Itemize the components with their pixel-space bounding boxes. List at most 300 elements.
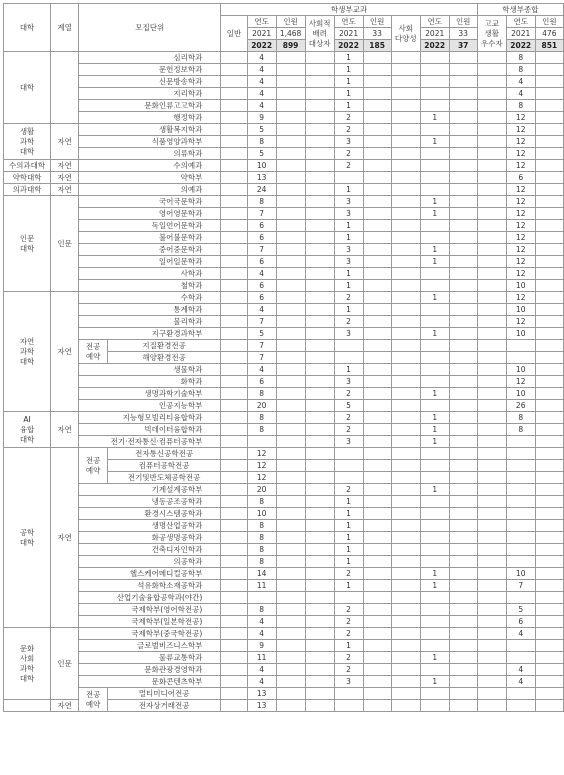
dayang-pad [449,256,477,268]
dayang-pad [449,196,477,208]
baeryeo-pad [363,376,391,388]
goryo-count: 4 [506,664,535,676]
series-cell: 자연 [51,448,79,628]
goryo-blank [477,700,506,712]
ilban-blank [221,76,247,88]
dayang-blank [391,412,420,424]
ilban-blank [221,580,247,592]
baeryeo-count: 1 [334,532,363,544]
dayang-blank [391,592,420,604]
baeryeo-pad [363,76,391,88]
goryo-blank [477,484,506,496]
goryo-count: 4 [506,76,535,88]
goryo-blank [477,220,506,232]
unit-name: 글로벌비즈니스학부 [79,640,221,652]
baeryeo-count [334,172,363,184]
ilban-count: 9 [247,112,276,124]
ilban-pad [276,640,305,652]
ilban-blank [221,496,247,508]
ilban-blank [221,532,247,544]
goryo-blank [477,448,506,460]
ilban-count: 9 [247,640,276,652]
dayang-blank [391,52,420,64]
baeryeo-count [334,688,363,700]
goryo-count: 12 [506,244,535,256]
ilban-count: 6 [247,220,276,232]
ilban-pad [276,232,305,244]
ilban-pad [276,424,305,436]
baeryeo-pad [363,256,391,268]
goryo-blank [477,160,506,172]
baeryeo-count [334,340,363,352]
ilban-pad [276,436,305,448]
baeryeo-blank [305,124,334,136]
baeryeo-count: 1 [334,268,363,280]
baeryeo-pad [363,640,391,652]
ilban-blank [221,424,247,436]
ilban-pad [276,508,305,520]
baeryeo-pad [363,388,391,400]
goryo-count: 10 [506,388,535,400]
goryo-pad [535,100,563,112]
table-row [4,160,564,172]
ilban-blank [221,124,247,136]
dayang-pad [449,412,477,424]
goryo-blank [477,280,506,292]
dayang-blank [391,604,420,616]
dayang-blank [391,184,420,196]
ilban-pad [276,244,305,256]
dayang-pad [449,652,477,664]
dayang-blank [391,340,420,352]
baeryeo-pad [363,88,391,100]
ilban-blank [221,700,247,712]
baeryeo-blank [305,508,334,520]
ilban-pad [276,220,305,232]
unit-name: 생물학과 [79,364,221,376]
dayang-count: 1 [420,652,449,664]
goryo-pad [535,412,563,424]
baeryeo-pad [363,436,391,448]
ilban-blank [221,520,247,532]
goryo-count: 12 [506,256,535,268]
baeryeo-blank [305,412,334,424]
dayang-pad [449,448,477,460]
goryo-blank [477,208,506,220]
dayang-pad [449,664,477,676]
dayang-count [420,220,449,232]
univ-cell: 대학 [4,52,51,124]
unit-name: 인공지능학부 [79,400,221,412]
unit-name: 통계학과 [79,304,221,316]
dayang-blank [391,100,420,112]
dayang-count [420,316,449,328]
baeryeo-blank [305,88,334,100]
goryo-count [506,520,535,532]
baeryeo-pad [363,520,391,532]
baeryeo-count [334,700,363,712]
ilban-count: 4 [247,52,276,64]
baeryeo-pad [363,268,391,280]
univ-cell: 인문 대학 [4,196,51,292]
ilban-count: 6 [247,232,276,244]
univ-cell: AI 융합 대학 [4,412,51,448]
table-row [4,328,564,340]
goryo-pad [535,268,563,280]
dayang-blank [391,304,420,316]
ilban-count: 4 [247,364,276,376]
series-cell [51,52,79,124]
dayang-blank [391,280,420,292]
goryo-count [506,436,535,448]
dayang-count: 1 [420,328,449,340]
baeryeo-count: 2 [334,388,363,400]
goryo-pad [535,304,563,316]
dayang-pad [449,280,477,292]
ilban-blank [221,436,247,448]
goryo-blank [477,172,506,184]
ilban-pad [276,448,305,460]
goryo-count [506,532,535,544]
goryo-blank [477,592,506,604]
ilban-count: 12 [247,448,276,460]
baeryeo-pad [363,688,391,700]
goryo-pad [535,496,563,508]
series-cell: 자연 [51,124,79,160]
baeryeo-pad [363,100,391,112]
table-row [4,640,564,652]
baeryeo-count [334,448,363,460]
dayang-pad [449,172,477,184]
ilban-blank [221,340,247,352]
dayang-count [420,76,449,88]
dayang-blank [391,160,420,172]
baeryeo-blank [305,496,334,508]
dayang-pad [449,424,477,436]
dayang-pad [449,604,477,616]
ilban-pad [276,364,305,376]
dayang-count [420,616,449,628]
dayang-blank [391,208,420,220]
dayang-count [420,460,449,472]
dayang-blank [391,364,420,376]
dayang-pad [449,388,477,400]
dayang-blank [391,472,420,484]
ilban-blank [221,316,247,328]
goryo-pad [535,388,563,400]
goryo-count: 10 [506,328,535,340]
goryo-blank [477,388,506,400]
baeryeo-blank [305,664,334,676]
dayang-count [420,364,449,376]
goryo-pad [535,472,563,484]
univ-cell: 문화 사회 과학 대학 [4,628,51,700]
goryo-count [506,340,535,352]
ilban-pad [276,700,305,712]
table-row [4,388,564,400]
table-body [4,52,564,712]
ilban-count: 4 [247,76,276,88]
goryo-pad [535,112,563,124]
dayang-pad [449,304,477,316]
ilban-count: 7 [247,244,276,256]
baeryeo-blank [305,472,334,484]
series-cell: 자연 [51,160,79,172]
ilban-count: 8 [247,520,276,532]
goryo-count: 10 [506,280,535,292]
ilban-count: 8 [247,196,276,208]
goryo-count [506,640,535,652]
dayang-pad [449,328,477,340]
baeryeo-blank [305,280,334,292]
ilban-pad [276,124,305,136]
dayang-pad [449,496,477,508]
dayang-blank [391,520,420,532]
dayang-blank [391,568,420,580]
dayang-pad [449,376,477,388]
goryo-pad [535,448,563,460]
ilban-count: 8 [247,544,276,556]
goryo-pad [535,484,563,496]
baeryeo-pad [363,472,391,484]
goryo-count: 26 [506,400,535,412]
ilban-pad [276,112,305,124]
goryo-year-2021: 2021 [506,28,535,40]
baeryeo-count: 2 [334,292,363,304]
ilban-pad [276,172,305,184]
ilban-pad [276,520,305,532]
table-row [4,100,564,112]
dayang-pad [449,232,477,244]
baeryeo-blank [305,52,334,64]
ilban-pad [276,76,305,88]
unit-name: 의예과 [79,184,221,196]
goryo-count: 12 [506,112,535,124]
ilban-blank [221,112,247,124]
dayang-count: 1 [420,436,449,448]
baeryeo-count: 3 [334,196,363,208]
baeryeo-pad [363,496,391,508]
dayang-year-2021: 2021 [420,28,449,40]
dayang-pad [449,148,477,160]
dayang-count [420,52,449,64]
ilban-pad [276,196,305,208]
ilban-blank [221,148,247,160]
ilban-count: 14 [247,568,276,580]
baeryeo-pad [363,184,391,196]
baeryeo-pad [363,220,391,232]
table-row [4,64,564,76]
goryo-count: 12 [506,124,535,136]
baeryeo-pad [363,232,391,244]
baeryeo-blank [305,616,334,628]
dayang-count [420,280,449,292]
baeryeo-count: 1 [334,304,363,316]
baeryeo-pad [363,304,391,316]
baeryeo-blank [305,316,334,328]
baeryeo-count: 3 [334,256,363,268]
unit-name: 헬스케어메디컬공학부 [79,568,221,580]
ilban-blank [221,64,247,76]
dayang-pad [449,568,477,580]
unit-name: 전기및반도체공학전공 [107,472,220,484]
ilban-pad [276,604,305,616]
baeryeo-count: 1 [334,508,363,520]
goryo-pad [535,364,563,376]
baeryeo-count: 2 [334,652,363,664]
goryo-blank [477,136,506,148]
ilban-blank [221,52,247,64]
ilban-blank [221,460,247,472]
goryo-count [506,352,535,364]
ilban-year-2022: 2022 [247,40,276,52]
baeryeo-pad [363,400,391,412]
baeryeo-pad [363,544,391,556]
dayang-pad [449,136,477,148]
baeryeo-count: 1 [334,64,363,76]
baeryeo-blank [305,568,334,580]
goryo-blank [477,328,506,340]
dayang-count: 1 [420,568,449,580]
goryo-blank [477,688,506,700]
goryo-blank [477,52,506,64]
baeryeo-blank [305,148,334,160]
dayang-blank [391,136,420,148]
goryo-blank [477,148,506,160]
baeryeo-pad [363,280,391,292]
dayang-count: 1 [420,412,449,424]
goryo-count: 8 [506,64,535,76]
dayang-count: 1 [420,112,449,124]
goryo-count: 12 [506,160,535,172]
unit-name: 영어영문학과 [79,208,221,220]
table-row [4,172,564,184]
baeryeo-blank [305,340,334,352]
unit-name: 멀티미디어전공 [107,688,220,700]
univ-cell: 의과대학 [4,184,51,196]
table-row [4,112,564,124]
goryo-blank [477,304,506,316]
goryo-pad [535,184,563,196]
dayang-pad [449,556,477,568]
baeryeo-count: 1 [334,520,363,532]
dayang-pad [449,592,477,604]
baeryeo-count: 1 [334,100,363,112]
header-series: 계열 [51,4,79,52]
baeryeo-year-label: 연도 [334,16,363,28]
baeryeo-count [334,352,363,364]
dayang-count [420,700,449,712]
dayang-pad [449,628,477,640]
dayang-count [420,304,449,316]
goryo-count: 8 [506,424,535,436]
series-cell: 자연 [51,292,79,412]
header-unit: 모집단위 [79,4,221,52]
baeryeo-pad [363,652,391,664]
goryo-pad [535,616,563,628]
goryo-blank [477,64,506,76]
ilban-blank [221,100,247,112]
dayang-blank [391,124,420,136]
dayang-count: 1 [420,136,449,148]
table-row [4,220,564,232]
unit-name: 불어불문학과 [79,232,221,244]
baeryeo-pad [363,700,391,712]
ilban-blank [221,88,247,100]
baeryeo-count: 2 [334,160,363,172]
baeryeo-blank [305,592,334,604]
baeryeo-pad [363,52,391,64]
unit-name: 환경시스템공학과 [79,508,221,520]
goryo-pad [535,580,563,592]
ilban-blank [221,364,247,376]
ilban-count: 8 [247,604,276,616]
goryo-pad [535,196,563,208]
dayang-pad [449,88,477,100]
table-row [4,340,564,352]
baeryeo-blank [305,196,334,208]
goryo-blank [477,88,506,100]
goryo-blank [477,256,506,268]
goryo-count: 6 [506,616,535,628]
goryo-blank [477,436,506,448]
table-row [4,292,564,304]
dayang-pad [449,100,477,112]
dayang-count: 1 [420,424,449,436]
goryo-blank [477,76,506,88]
dayang-pad [449,352,477,364]
ilban-count: 4 [247,64,276,76]
ilban-count: 6 [247,256,276,268]
ilban-blank [221,472,247,484]
baeryeo-count: 1 [334,88,363,100]
baeryeo-blank [305,112,334,124]
ilban-count: 4 [247,268,276,280]
goryo-blank [477,556,506,568]
dayang-count [420,232,449,244]
ilban-people-label: 인원 [276,16,305,28]
dayang-count [420,184,449,196]
dayang-count: 1 [420,196,449,208]
ilban-count [247,592,276,604]
goryo-blank [477,268,506,280]
dayang-count: 1 [420,580,449,592]
ilban-blank [221,268,247,280]
baeryeo-blank [305,688,334,700]
table-row [4,568,564,580]
goryo-pad [535,76,563,88]
dayang-pad [449,364,477,376]
ilban-count: 6 [247,292,276,304]
baeryeo-blank [305,136,334,148]
unit-name: 수학과 [79,292,221,304]
dayang-blank [391,388,420,400]
ilban-pad [276,340,305,352]
goryo-pad [535,700,563,712]
ilban-blank [221,616,247,628]
ilban-count: 4 [247,88,276,100]
ilban-count: 13 [247,172,276,184]
series-cell: 인문 [51,196,79,292]
table-row [4,520,564,532]
baeryeo-pad [363,592,391,604]
baeryeo-count: 2 [334,124,363,136]
goryo-blank [477,580,506,592]
ilban-count: 12 [247,472,276,484]
ilban-people-2021: 1,468 [276,28,305,40]
ilban-pad [276,616,305,628]
ilban-blank [221,256,247,268]
